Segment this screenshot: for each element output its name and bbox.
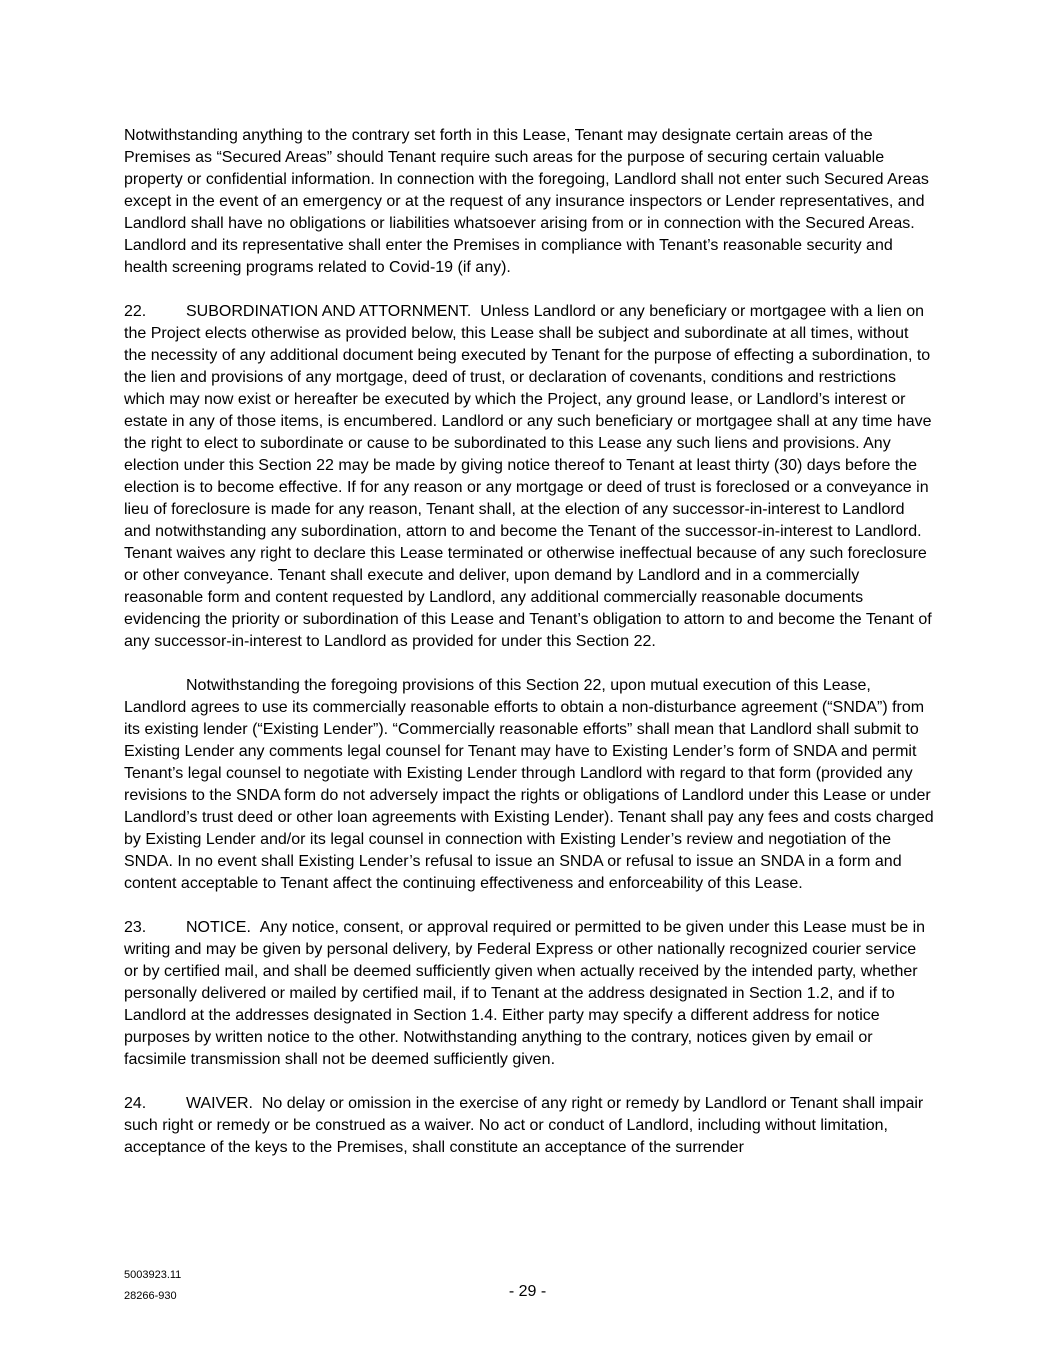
document-body [124,125,934,1181]
section-24-body: No delay or omission in the exercise of any right or remedy by Landlord or Tenant shall impair such right or remedy or be construed as a waiver. No act or conduct of Landlord, including without limitation, acceptance of the keys to the Premises, shall constitute an acceptance of the surrender [124,1095,924,1156]
paragraph-snda [124,675,934,895]
section-23-number: 23. [124,919,147,936]
section-22-number: 22. [124,303,147,320]
paragraph-secured-areas: Notwithstanding anything to the contrary set forth in this Lease, Tenant may designate certain areas of the Premises as “Secured Areas” should Tenant require such areas for the purpose of securing certain valuable property or confidential information. In connection with the foregoing, Landlord shall not enter such Secured Areas except in the event of an emergency or at the request of any insurance inspectors or Lender representatives, and Landlord shall have no obligations or liabilities whatsoever arising from or in connection with the Secured Areas. Landlord and its representative shall enter the Premises in compliance with Tenant’s reasonable security and health screening programs related to Covid-19 (if any). [124,127,929,276]
section-22-body: Unless Landlord or any beneficiary or mortgagee with a lien on the Project elects otherwise as provided below, this Lease shall be subject and subordinate at all times, without the necessity of any additional document being executed by Tenant for the purpose of effecting a subordination, to the lien and provisions of any mortgage, deed of trust, or declaration of covenants, conditions and restrictions which may now exist or hereafter be executed by which the Project, any ground lease, or Landlord’s interest or estate in any of those items, is encumbered. Landlord or any such beneficiary or mortgagee shall at any time have the right to elect to subordinate or cause to be subordinated to this Lease any such liens and provisions. Any election under this Section 22 may be made by giving notice thereof to Tenant at least thirty (30) days before the election is to become effective. If for any reason or any mortgage or deed of trust is foreclosed or a conveyance in lieu of foreclosure is made for any reason, Tenant shall, at the election of any successor-in-interest to Landlord and notwithstanding any subordination, attorn to and become the Tenant of the successor-in-interest to Landlord. Tenant waives any right to declare this Lease terminated or otherwise ineffectual because of any such foreclosure or other conveyance. Tenant shall execute and deliver, upon demand by Landlord and in a commercially reasonable form and content requested by Landlord, any additional commercially reasonable documents evidencing the priority or subordination of this Lease and Tenant’s obligation to attorn to and become the Tenant of any successor-in-interest to Landlord as provided for under this Section 22. [124,303,932,650]
footer-matter-id: 28266-930 [124,1290,177,1302]
section-24-heading: WAIVER. [186,1095,253,1112]
section-23-body: Any notice, consent, or approval required or permitted to be given under this Lease must be in writing and may be given by personal delivery, by Federal Express or other nationally recognized courier service or by certified mail, and shall be deemed sufficiently given when actually received by the intended party, whether personally delivered or mailed by certified mail, if to Tenant at the address designated in Section 1.2, and if to Landlord at the addresses designated in Section 1.4. Either party may specify a different address for notice purposes by written notice to the other. Notwithstanding anything to the contrary, notices given by email or facsimile transmission shall not be deemed sufficiently given. [124,919,926,1068]
section-22-heading: SUBORDINATION AND ATTORNMENT. [186,303,472,320]
footer-doc-id: 5003923.11 [124,1269,182,1281]
section-24 [124,1093,934,1159]
section-23 [124,917,934,1071]
section-23-heading: NOTICE. [186,919,251,936]
page-number: - 29 - [508,1283,547,1300]
paragraph-snda-text: Notwithstanding the foregoing provisions of this Section 22, upon mutual execution of this Lease, Landlord agrees to use its commercially reasonable efforts to obtain a non-disturbance agreement (“SNDA”) from its existing lender (“Existing Lender”). “Commercially reasonable efforts” shall mean that Landlord shall submit to Existing Lender any comments legal counsel for Tenant may have to Existing Lender’s form of SNDA and permit Tenant’s legal counsel to negotiate with Existing Lender through Landlord with regard to that form (provided any revisions to the SNDA form do not adversely impact the rights or obligations of Landlord under this Lease or under Landlord’s trust deed or other loan agreements with Existing Lender). Tenant shall pay any fees and costs charged by Existing Lender and/or its legal counsel in connection with Existing Lender’s review and negotiation of the SNDA. In no event shall Existing Lender’s refusal to issue an SNDA or refusal to issue an SNDA in a form and content acceptable to Tenant affect the continuing effectiveness and enforceability of this Lease. [124,677,934,892]
section-24-number: 24. [124,1095,147,1112]
section-22 [124,301,934,653]
